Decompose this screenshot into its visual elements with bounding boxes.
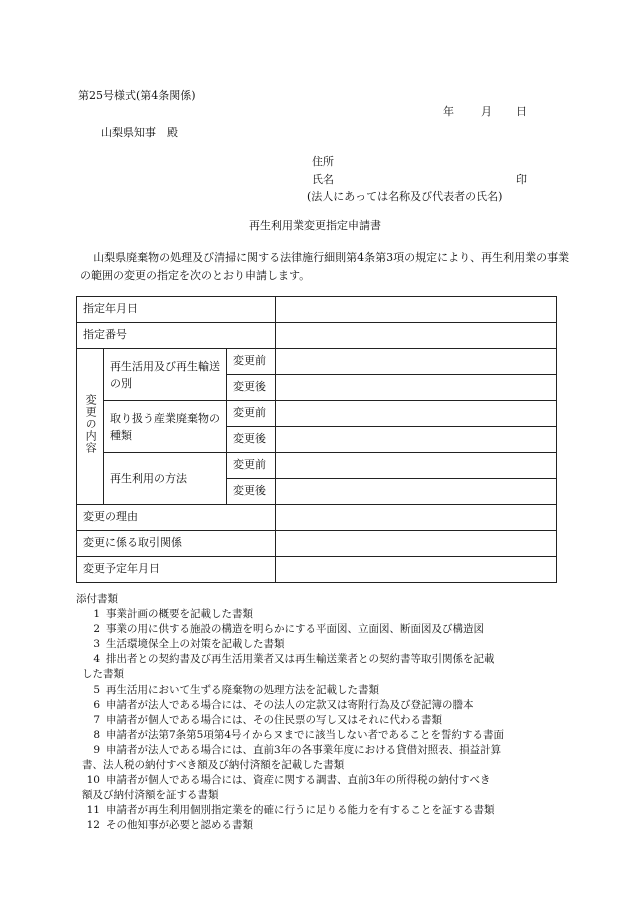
attachment-text: 申請者が法人である場合には、直前3年の各事業年度における貸借対照表、損益計算 bbox=[106, 743, 502, 756]
transactions-field[interactable] bbox=[276, 531, 557, 557]
date-day-label: 日 bbox=[516, 105, 527, 118]
attachment-text: 事業の用に供する施設の構造を明らかにする平面図、立面図、断面図及び構造図 bbox=[106, 623, 484, 636]
attachment-number: 9 bbox=[93, 743, 100, 756]
attachment-continuation: した書類 bbox=[82, 668, 124, 681]
application-table bbox=[76, 296, 557, 583]
attachment-number: 8 bbox=[93, 728, 100, 741]
attachment-continuation: 書、法人税の納付すべき額及び納付済額を記載した書類 bbox=[82, 759, 345, 772]
attachment-text: 申請者が法人である場合には、その法人の定款又は寄附行為及び登記簿の謄本 bbox=[106, 698, 474, 711]
attachment-text: 再生活用において生ずる廃棄物の処理方法を記載した書類 bbox=[106, 683, 379, 696]
change-item-before-field[interactable] bbox=[276, 453, 557, 479]
table-row bbox=[77, 401, 557, 427]
attachment-text: 申請者が個人である場合には、その住民票の写し又はそれに代わる書類 bbox=[106, 713, 442, 726]
attachment-text: 事業計画の概要を記載した書類 bbox=[106, 608, 253, 621]
attachment-number: 1 bbox=[93, 608, 100, 621]
before-label: 変更前 bbox=[227, 401, 276, 427]
attachment-item bbox=[76, 713, 566, 728]
planned-date-field[interactable] bbox=[276, 557, 557, 583]
table-row bbox=[77, 453, 557, 479]
table-row bbox=[77, 531, 557, 557]
application-statement: 山梨県廃棄物の処理及び清掃に関する法律施行細則第4条第3項の規定により、再生利用業の事業の範囲の変更の指定を次のとおり申請します。 bbox=[80, 251, 570, 282]
date-year-label: 年 bbox=[443, 105, 454, 118]
attachments-section bbox=[76, 592, 566, 834]
change-item-label: 再生活用及び再生輸送の別 bbox=[104, 349, 227, 401]
planned-date-label: 変更予定年月日 bbox=[77, 557, 276, 583]
attachment-item bbox=[76, 728, 566, 743]
attachment-number: 2 bbox=[93, 623, 100, 636]
attachment-text: その他知事が必要と認める書類 bbox=[106, 819, 253, 832]
addressee: 山梨県知事 殿 bbox=[101, 126, 178, 139]
change-item-after-field[interactable] bbox=[276, 479, 557, 505]
attachment-number: 4 bbox=[93, 653, 100, 666]
attachment-text: 排出者との契約書及び再生活用業者又は再生輸送業者との契約書等取引関係を記載 bbox=[106, 653, 495, 666]
attachment-number: 3 bbox=[93, 638, 100, 651]
attachment-text: 申請者が法第7条第5項第4号イからヌまでに該当しない者であることを誓約する書面 bbox=[106, 728, 505, 741]
change-item-after-field[interactable] bbox=[276, 427, 557, 453]
before-label: 変更前 bbox=[227, 349, 276, 375]
change-item-after-field[interactable] bbox=[276, 375, 557, 401]
attachment-text: 生活環境保全上の対策を記載した書類 bbox=[106, 638, 285, 651]
attachment-item bbox=[76, 743, 566, 758]
attachment-number: 5 bbox=[93, 683, 100, 696]
before-label: 変更前 bbox=[227, 453, 276, 479]
table-row bbox=[77, 297, 557, 323]
attachment-item bbox=[76, 803, 566, 818]
attachment-item bbox=[76, 818, 566, 833]
transactions-label: 変更に係る取引関係 bbox=[77, 531, 276, 557]
attachment-item bbox=[76, 637, 566, 652]
attachments-heading: 添付書類 bbox=[76, 593, 118, 605]
attachment-item bbox=[76, 652, 566, 667]
attachment-text: 申請者が再生利用個別指定業を的確に行うに足りる能力を有することを証する書類 bbox=[106, 804, 495, 817]
change-reason-label: 変更の理由 bbox=[77, 505, 276, 531]
attachment-number: 10 bbox=[86, 774, 100, 787]
after-label: 変更後 bbox=[227, 375, 276, 401]
attachments-list bbox=[76, 607, 566, 833]
attachment-item bbox=[76, 698, 566, 713]
table-row bbox=[77, 557, 557, 583]
designation-date-field[interactable] bbox=[276, 297, 557, 323]
document-title: 再生利用業変更指定申請書 bbox=[249, 219, 381, 232]
change-item-before-field[interactable] bbox=[276, 349, 557, 375]
corporate-note: (法人にあっては名称及び代表者の氏名) bbox=[307, 190, 503, 203]
designation-date-label: 指定年月日 bbox=[77, 297, 276, 323]
attachment-number: 12 bbox=[86, 819, 100, 832]
applicant-name-label: 氏名 bbox=[312, 173, 334, 186]
table-row bbox=[77, 505, 557, 531]
attachment-item bbox=[76, 773, 566, 788]
attachment-number: 11 bbox=[86, 804, 100, 817]
change-content-label: 変更の内容 bbox=[77, 349, 104, 505]
change-item-label: 取り扱う産業廃棄物の種類 bbox=[104, 401, 227, 453]
designation-number-field[interactable] bbox=[276, 323, 557, 349]
attachment-item bbox=[76, 607, 566, 622]
table-row bbox=[77, 323, 557, 349]
applicant-address-label: 住所 bbox=[312, 155, 334, 168]
table-row bbox=[77, 349, 557, 375]
date-month-label: 月 bbox=[481, 105, 492, 118]
change-item-label: 再生利用の方法 bbox=[104, 453, 227, 505]
after-label: 変更後 bbox=[227, 479, 276, 505]
designation-number-label: 指定番号 bbox=[77, 323, 276, 349]
after-label: 変更後 bbox=[227, 427, 276, 453]
attachment-item bbox=[76, 622, 566, 637]
form-number: 第25号様式(第4条関係) bbox=[78, 89, 196, 102]
attachment-text: 申請者が個人である場合には、資産に関する調書、直前3年の所得税の納付すべき bbox=[106, 774, 491, 787]
attachment-number: 6 bbox=[93, 698, 100, 711]
seal-mark: 印 bbox=[516, 173, 527, 186]
attachment-continuation: 額及び納付済額を証する書類 bbox=[82, 789, 219, 802]
attachment-number: 7 bbox=[93, 713, 100, 726]
change-item-before-field[interactable] bbox=[276, 401, 557, 427]
change-reason-field[interactable] bbox=[276, 505, 557, 531]
attachment-item bbox=[76, 683, 566, 698]
